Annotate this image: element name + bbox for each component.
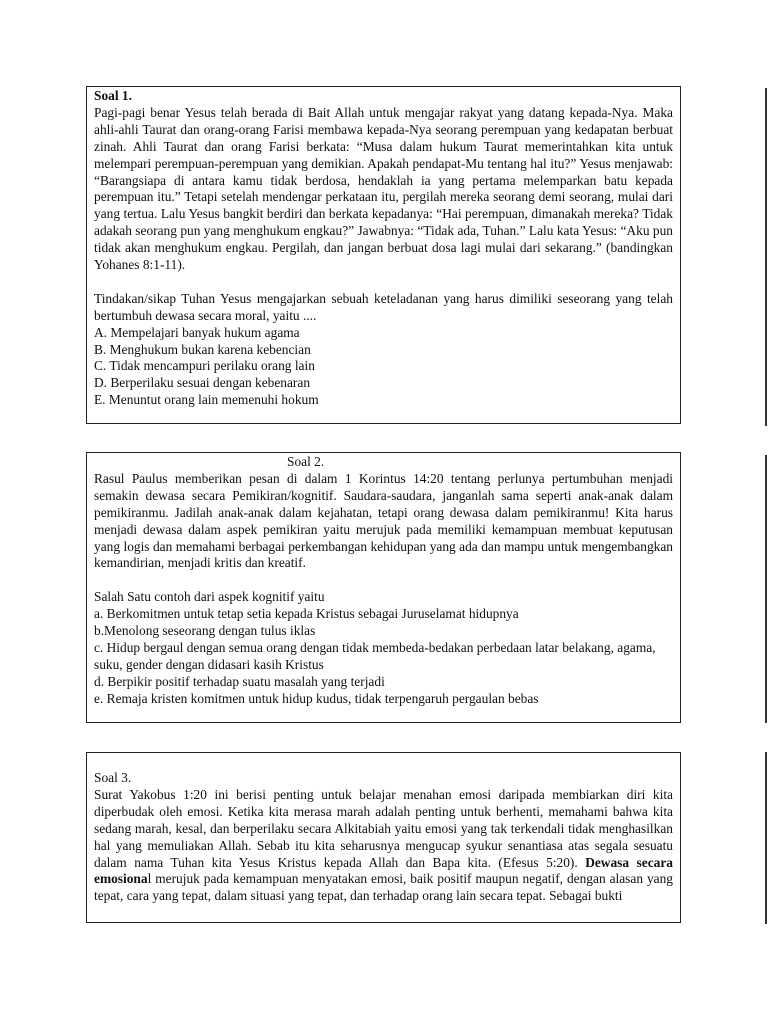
question-1-title: Soal 1. [94, 88, 132, 103]
page-edge-line [765, 455, 767, 723]
question-1-option-e[interactable]: E. Menuntut orang lain memenuhi hokum [94, 392, 319, 408]
page-edge-line [765, 88, 767, 426]
question-2-option-b[interactable]: b.Menolong seseorang dengan tulus iklas [94, 623, 316, 639]
question-2-option-e[interactable]: e. Remaja kristen komitmen untuk hidup kudus, tidak terpengaruh pergaulan bebas [94, 690, 539, 706]
question-1-option-b[interactable]: B. Menghukum bukan karena kebencian [94, 341, 311, 357]
question-3-box [86, 752, 681, 923]
page-edge-line [765, 752, 767, 924]
question-1-option-c[interactable]: C. Tidak mencampuri perilaku orang lain [94, 358, 315, 374]
question-3-passage-start: Surat Yakobus 1:20 ini berisi penting untuk belajar menahan emosi daripada membiarkan diri kita diperbudak oleh emosi. Ketika kita merasa marah adalah penting untuk berhenti, memahami bahwa kita sedang marah, kesal, dan berperilaku secara Alkitabiah yaitu emosi yang tak terkendali tidak menghasilkan hal yang memuliakan Allah. Sebab itu kita seharusnya mengucap syukur senantiasa atas segala sesuatu dalam nama Tuhan kita Yesus Kristus kepada Allah dan Bapa kita. (Efesus 5:20). [94, 786, 673, 870]
question-2-prompt: Salah Satu contoh dari aspek kognitif yaitu [94, 589, 325, 605]
question-1-passage: Pagi-pagi benar Yesus telah berada di Bait Allah untuk mengajar rakyat yang datang kepada-Nya. Maka ahli-ahli Taurat dan orang-orang Farisi membawa kepada-Nya seorang perempuan yang kedapatan berbuat zinah. Ahli Taurat dan orang Farisi berkata: “Musa dalam hukum Taurat memerintahkan kita untuk melempari perempuan-perempuan yang demikian. Apakah pendapat-Mu tentang hal itu?” Yesus menjawab: “Barangsiapa di antara kamu tidak berdosa, hendaklah ia yang pertama melemparkan batu kepada perempuan itu.” Tetapi setelah mendengar perkataan itu, pergilah mereka seorang demi seorang, mulai dari yang tertua. Lalu Yesus bangkit berdiri dan berkata kepadanya: “Hai perempuan, dimanakah mereka? Tidak adakah seorang pun yang menghukum engkau?” Jawabnya: “Tidak ada, Tuhan.” Lalu kata Yesus: “Aku pun tidak akan menghukum engkau. Pergilah, dan jangan berbuat dosa lagi mulai dari sekarang.” (bandingkan Yohanes 8:1-11). [94, 104, 673, 273]
question-1-prompt: Tindakan/sikap Tuhan Yesus mengajarkan sebuah keteladanan yang harus dimiliki seseorang yang telah bertumbuh dewasa secara moral, yaitu .... [94, 290, 673, 323]
question-1-option-d[interactable]: D. Berperilaku sesuai dengan kebenaran [94, 375, 311, 391]
question-1-box [86, 86, 681, 424]
question-2-passage: Rasul Paulus memberikan pesan di dalam 1 Korintus 14:20 tentang perlunya pertumbuhan menjadi semakin dewasa secara Pemikiran/kognitif. Saudara-saudara, janganlah sama seperti anak-anak dalam pemikiranmu. Jadilah anak-anak dalam kejahatan, tetapi orang dewasa dalam pemikiranmu! Kita harus menjadi dewasa dalam aspek pemikiran yaitu merujuk pada memiliki kemampuan membuat keputusan yang logis dan memahami berbagai perkembangan kehidupan yang ada dan mampu untuk mengembangkan kemandirian, menjadi kritis dan kreatif. [94, 470, 673, 571]
question-2-option-c[interactable]: c. Hidup bergaul dengan semua orang dengan tidak membeda-bedakan perbedaan latar belakang, agama, suku, gender dengan didasari kasih Kristus [94, 639, 656, 672]
question-3-passage-emphasis: Dewasa secara emosiona [94, 854, 673, 887]
question-2-title: Soal 2. [287, 454, 325, 469]
question-3-passage [94, 787, 673, 905]
question-1-option-a[interactable]: A. Mempelajari banyak hukum agama [94, 324, 300, 340]
question-3-title: Soal 3. [94, 770, 132, 785]
question-2-option-d[interactable]: d. Berpikir positif terhadap suatu masalah yang terjadi [94, 673, 385, 689]
question-3-passage-end: l merujuk pada kemampuan menyatakan emosi, baik positif maupun negatif, dengan alasan yang tepat, cara yang tepat, dalam situasi yang tepat, dan terhadap orang lain secara tepat. Sebagai bukti [94, 871, 673, 904]
question-2-option-a[interactable]: a. Berkomitmen untuk tetap setia kepada Kristus sebagai Juruselamat hidupnya [94, 606, 519, 622]
question-2-box [86, 452, 681, 723]
